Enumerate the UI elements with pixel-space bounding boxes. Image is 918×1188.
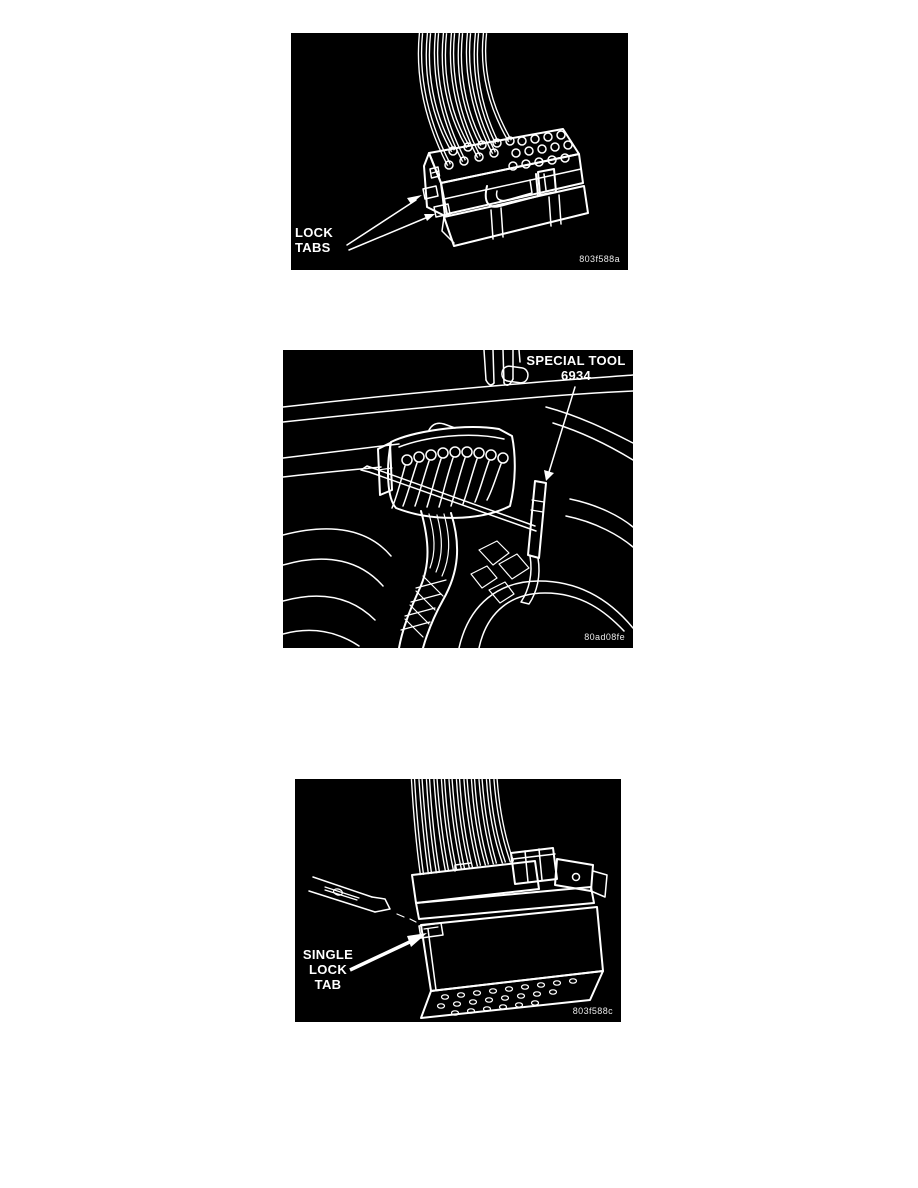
- engine-bay-lines: [283, 375, 633, 547]
- callout-line: LOCK: [308, 962, 348, 977]
- connector-assembly: [378, 423, 515, 518]
- callout-arrow: [350, 933, 427, 970]
- callout-single-lock-tab: [297, 947, 359, 992]
- callout-line: SINGLE: [302, 947, 354, 962]
- figure-code: 80ad08fe: [584, 632, 625, 642]
- callout-line: LOCK: [295, 225, 334, 240]
- harness-bundle: [399, 511, 457, 648]
- callout-special-tool: [521, 353, 631, 383]
- lock-tabs-illustration: [291, 33, 628, 270]
- callout-line: 6934: [560, 368, 592, 383]
- figure-single-lock-tab: [295, 779, 621, 1022]
- figure-special-tool: [283, 350, 633, 648]
- callout-arrows: [347, 195, 435, 250]
- callout-line: TABS: [295, 240, 331, 255]
- bracket-facets: [471, 541, 529, 603]
- release-tool: [309, 877, 416, 922]
- callout-arrow: [544, 387, 575, 481]
- figure-code: 803f588a: [579, 254, 620, 264]
- connector-body: [412, 848, 607, 1018]
- special-tool-illustration: [283, 350, 633, 648]
- wire-harness: [413, 779, 512, 875]
- connector-body: [423, 129, 588, 246]
- figure-lock-tabs: [291, 33, 628, 270]
- callout-lock-tabs: [295, 225, 333, 255]
- callout-line: SPECIAL TOOL: [526, 353, 626, 368]
- callout-line: TAB: [314, 977, 342, 992]
- figure-code: 803f588c: [572, 1006, 613, 1016]
